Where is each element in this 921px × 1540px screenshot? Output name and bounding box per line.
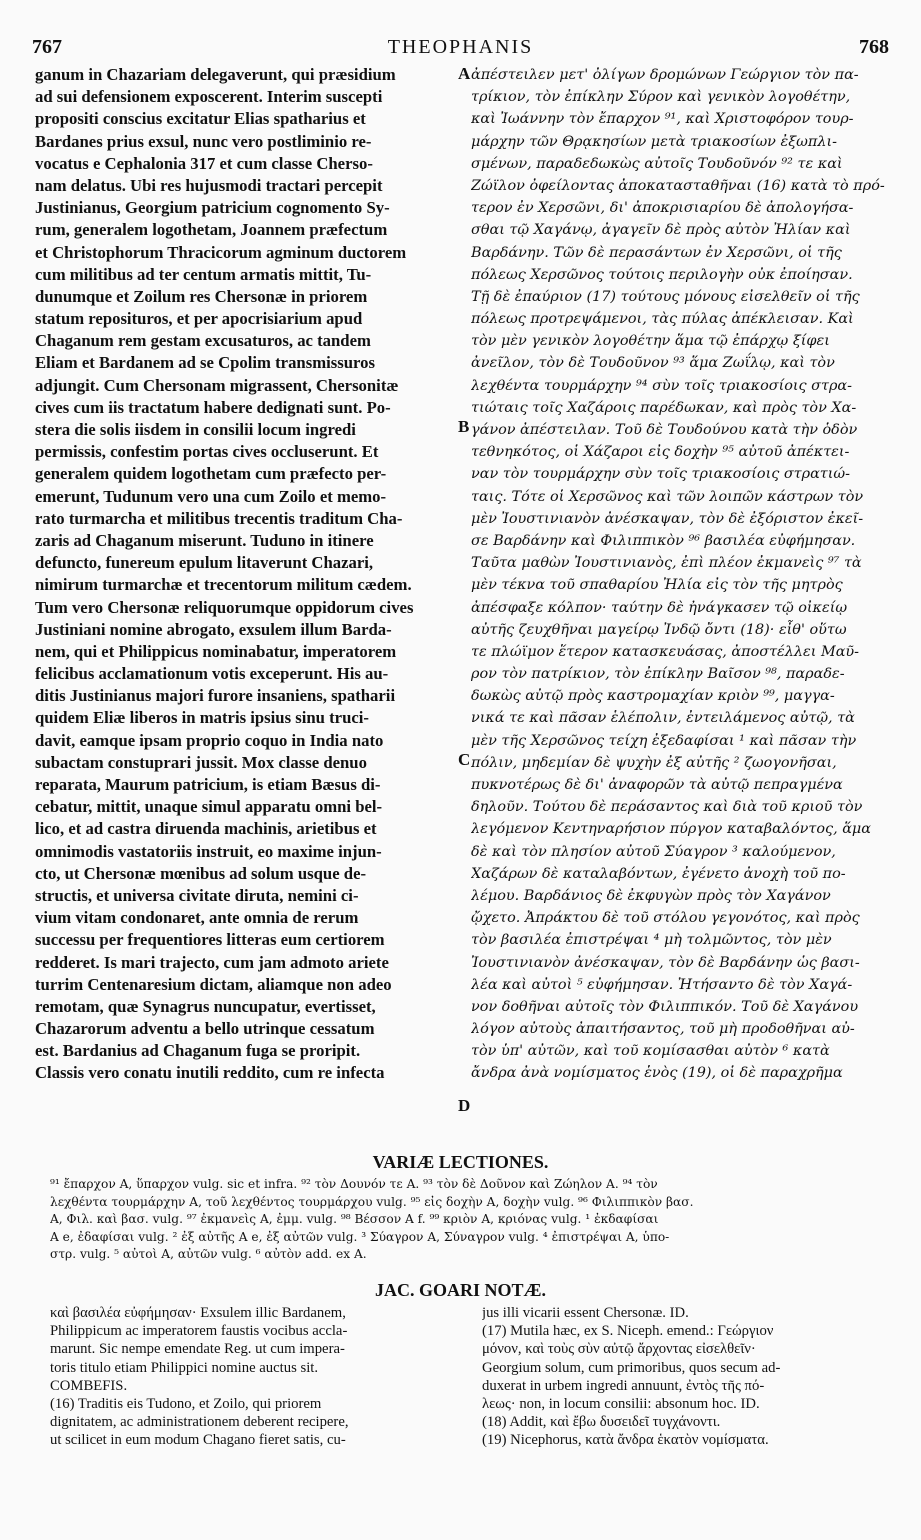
note-line: λεως· non, in locum consilii: absonum hoc. ID. xyxy=(482,1395,760,1412)
latin-text-line: subactam constuprari jussit. Mox classe denuo xyxy=(35,752,367,772)
greek-text-line: δὲ καὶ τὸν πλησίον αὐτοῦ Σύαγρον ³ καλούμενον, xyxy=(471,843,836,860)
note-line: (18) Addit, καὶ ἔβω δυσειδεῖ τυγχάνοντι. xyxy=(482,1414,721,1431)
running-title: THEOPHANIS xyxy=(387,36,534,58)
latin-text-line: cum militibus ad ter centum armatis mittit, Tu- xyxy=(35,264,372,284)
greek-text-line: τὸν ὑπ' αὐτῶν, καὶ τοῦ κομίσασθαι αὐτὸν ⁶ κατὰ xyxy=(471,1043,830,1060)
latin-text-line: structis, et universa civitate diruta, nemini ci- xyxy=(35,885,359,905)
latin-text-line: remotam, quæ Synagrus nuncupatur, evertisset, xyxy=(35,996,376,1016)
greek-text-line: ναν τὸν τουρμάρχην σὺν τοῖς τριακοσίοις στρατιώ- xyxy=(471,466,851,483)
latin-text-line: felicibus acclamationum votis exceperunt. His au- xyxy=(35,664,389,684)
latin-text-line: nam delatus. Ubi res hujusmodi tractari percepit xyxy=(35,175,383,195)
greek-text-line: Ζώϊλον ὀφείλοντας ἀποκατασταθῆναι (16) κατὰ τὸ πρό- xyxy=(471,177,885,194)
note-line: COMBEFIS. xyxy=(50,1377,128,1394)
latin-text-line: est. Bardanius ad Chaganum fuga se proripit. xyxy=(35,1041,361,1061)
note-line: duxerat in urbem ingredi annuunt, ἐντὸς τῆς πό- xyxy=(482,1377,765,1394)
latin-text-line: Bardanes prius exsul, nunc vero postliminio re- xyxy=(35,131,372,151)
page-header xyxy=(32,36,889,60)
latin-text-line: quidem Eliæ liberos in matris ipsius sinu truci- xyxy=(35,708,369,728)
note-line: (17) Mutila hæc, ex S. Niceph. emend.: Γεώργιον xyxy=(482,1323,774,1340)
greek-text-line: λέμου. Βαρδάνιος δὲ ἐκφυγὼν πρὸς τὸν Χαγάνον xyxy=(471,887,831,904)
latin-text-line: lico, et ad castra diruenda machinis, arietibus et xyxy=(35,819,377,839)
latin-text-line: cebatur, mittit, unaque simul apparatu omni bel- xyxy=(35,797,383,817)
greek-text-line: τὸν βασιλέα ἐπιστρέψαι ⁴ μὴ τολμῶντος, τὸν μὲν xyxy=(471,932,832,949)
latin-text-line: adjungit. Cum Chersonam migrassent, Chersonitæ xyxy=(35,375,399,395)
latin-text-line: Tum vero Chersonæ reliquorumque oppidorum cives xyxy=(35,597,414,617)
note-line: Philippicum ac imperatorem faustis vocibus accla- xyxy=(50,1323,348,1340)
note-line: (19) Nicephorus, κατὰ ἄνδρα ἑκατὸν νομίσματα. xyxy=(482,1432,769,1449)
note-line: dignitatem, ac administrationem deberent recipere, xyxy=(50,1414,349,1431)
latin-text-line: vium vitam condonaret, ante omnia de rerum xyxy=(35,908,359,928)
greek-text-line: Χαζάρων δὲ καταλαβόντων, ἐγένετο ἀνοχὴ τοῦ πο- xyxy=(471,865,846,882)
greek-text-line: σε Βαρδάνην καὶ Φιλιππικὸν ⁹⁶ βασιλέα εὐφήμησαν. xyxy=(471,532,856,549)
margin-letter-d: D xyxy=(458,1096,471,1115)
greek-text-line: λόγον αὐτοὺς ἀπαιτήσαντος, τοῦ μὴ προδοθῆναι αὐ- xyxy=(471,1021,855,1038)
greek-text-line: σθαι τῷ Χαγάνῳ, ἀγαγεῖν δὲ πρὸς αὐτὸν Ἠλίαν καὶ xyxy=(471,222,851,239)
greek-text-line: ρον τὸν πατρίκιον, τὸν ἐπίκλην Βαῖσον ⁹⁸, παραδε- xyxy=(471,666,845,683)
latin-text-line: nem, qui et Philippicus nominabatur, imperatorem xyxy=(35,641,397,661)
greek-text-line: πόλεως προτρεψάμενοι, τὰς πύλας ἀπέκλεισαν. Καὶ xyxy=(471,311,854,328)
greek-text-line: ἀπέστειλεν μετ' ὀλίγων δρομώνων Γεώργιον τὸν πα- xyxy=(471,67,859,83)
latin-text-line: statum reposituros, et per apocrisiarium apud xyxy=(35,309,363,329)
note-line: μόνον, καὶ τοὺς σὺν αὐτῷ ἄρχοντας εἰσελθεῖν· xyxy=(482,1341,756,1358)
greek-text-line: τεθνηκότος, οἱ Χάζαροι εἰς δοχὴν ⁹⁵ αὐτοῦ ἀπέκτει- xyxy=(471,444,850,461)
notes-right-column xyxy=(482,1304,902,1450)
latin-text-line: emerunt, Tudunum vero una cum Zoilo et memo- xyxy=(35,486,387,506)
greek-text-line: νον δοθῆναι αὐτοῖς τὸν Φιλιππικόν. Τοῦ δὲ Χαγάνου xyxy=(471,998,859,1015)
greek-text-line: πόλιν, μηδεμίαν δὲ ψυχὴν ἐξ αὐτῆς ² ζωογονῆσαι, xyxy=(471,754,837,771)
note-line: jus illi vicarii essent Chersonæ. ID. xyxy=(482,1305,689,1321)
latin-text-line: propositi conscius excitatur Elias spatharius et xyxy=(35,109,366,129)
note-line: Georgium solum, cum primoribus, quos secum ad- xyxy=(482,1359,781,1376)
latin-text-line: Chazarorum adventu a bello utrinque cessatum xyxy=(35,1019,375,1039)
greek-text-line: τὸν μὲν γενικὸν λογοθέτην ἅμα τῷ ἐπάρχῳ ξίφει xyxy=(471,333,830,350)
variant-reading-line: A, Φιλ. καὶ βασ. vulg. ⁹⁷ ἐκμανεὶς A, ἐμμ. vulg. ⁹⁸ Βέσσον A f. ⁹⁹ κριὸν A, κριόνας vulg. ¹ ἐκδαφίσαι xyxy=(50,1212,659,1226)
note-line: ut scilicet in eum modum Chagano fieret satis, cu- xyxy=(50,1432,346,1449)
latin-text-line: rum, generalem logothetam, Joannem præfectum xyxy=(35,220,388,240)
variae-title: VARIÆ LECTIONES. xyxy=(372,1152,549,1172)
latin-text-line: Eliam et Bardanem ad se Cpolim transmissuros xyxy=(35,353,375,373)
greek-text-line: πυκνοτέρως δὲ δι' ἀναφορῶν τὰ αὐτῷ πεπραγμένα xyxy=(471,777,843,793)
note-line: toris titulo etiam Philippici nomine auctus sit. xyxy=(50,1359,319,1376)
variant-reading-line: λεχθέντα τουρμάρχην A, τοῦ λεχθέντος τουρμάρχου vulg. ⁹⁵ εἰς δοχὴν A, δοχὴν vulg. ⁹⁶ Φιλιππικὸν βασ. xyxy=(50,1194,694,1209)
margin-letter-b: B xyxy=(458,417,470,436)
greek-text-line: λεχθέντα τουρμάρχην ⁹⁴ σὺν τοῖς τριακοσίοις στρα- xyxy=(471,377,853,394)
greek-text-line: μὲν τέκνα τοῦ σπαθαρίου Ἠλία εἰς τὸν τῆς μητρὸς xyxy=(471,577,843,594)
margin-letter-c: C xyxy=(458,750,471,769)
latin-text-line: Justiniani nomine abrogato, exsulem illum Barda- xyxy=(35,619,392,639)
greek-text-line: πόλεως Χερσῶνος τούτοις περιλογὴν οὐκ ἐποίησαν. xyxy=(471,266,853,283)
latin-text-line: permissis, confestim portas cives occluserunt. Et xyxy=(35,442,379,462)
latin-text-line: cives cum iis tractatum habere dedignati sunt. Po- xyxy=(35,397,391,417)
greek-text-line: ᾤχετο. Ἀπράκτου δὲ τοῦ στόλου γεγονότος, καὶ πρὸς xyxy=(471,910,860,927)
greek-text-line: λέα καὶ αὐτοὶ ⁵ εὐφήμησαν. Ἠτήσαντο δὲ τὸν Χαγά- xyxy=(471,976,853,993)
latin-text-line: rato turmarcha et militibus trecentis traditum Cha- xyxy=(35,508,403,528)
latin-text-line: Justinianus, Georgium patricium cognomento Sy- xyxy=(35,198,390,218)
greek-text-line: μάρχην τῶν Θρᾳκησίων μετὰ τριακοσίων ἐξωπλι- xyxy=(471,133,837,150)
latin-text-line: cto, ut Chersonæ mœnibus ad solum usque de- xyxy=(35,863,367,883)
latin-text-line: et Christophorum Thracicorum agminum ductorem xyxy=(35,242,407,262)
latin-text-line: ditis Justinianus majori furore insaniens, spatharii xyxy=(35,686,396,706)
greek-text-line: τερον ἐν Χερσῶνι, δι' ἀποκρισιαρίου δὲ ἀπολογήσα- xyxy=(471,200,854,217)
greek-text-line: γάνον ἀπέστειλαν. Τοῦ δὲ Τουδούνου κατὰ τὴν ὁδὸν xyxy=(471,422,858,438)
greek-text-line: αὐτῆς ζευχθῆναι μαγείρῳ Ἰνδῷ ὄντι (18)· εἶθ' οὕτω xyxy=(471,621,847,638)
page-number-right: 768 xyxy=(859,36,889,58)
latin-text-line: Chaganum rem gestam excusaturos, ac tandem xyxy=(35,331,371,351)
greek-column xyxy=(471,64,891,1085)
greek-text-line: Βαρδάνην. Τῶν δὲ περασάντων ἐν Χερσῶνι, οἱ τῆς xyxy=(471,244,842,261)
greek-text-line: νικά τε καὶ πᾶσαν ἑλέπολιν, ἐντειλάμενος αὐτῷ, τὰ xyxy=(471,710,855,727)
latin-text-line: reparata, Maurum patricium, is etiam Bæsus di- xyxy=(35,775,381,794)
notes-title: JAC. GOARI NOTÆ. xyxy=(374,1280,546,1300)
variant-reading-line: στρ. vulg. ⁵ αὐτοὶ A, αὐτῶν vulg. ⁶ αὐτὸν add. ex A. xyxy=(50,1247,367,1261)
greek-text-line: ἀπέσφαξε κόλπον· ταύτην δὲ ἠνάγκασεν τῷ οἰκείῳ xyxy=(471,599,848,616)
note-line: καὶ βασιλέα εὐφήμησαν· Exsulem illic Bardanem, xyxy=(50,1305,346,1321)
latin-text-line: turrim Centenaresium dictam, aliamque non adeo xyxy=(35,974,392,994)
latin-text-line: davit, eamque ipsam proprio coquo in India nato xyxy=(35,730,384,750)
greek-text-line: ἀνεῖλον, τὸν δὲ Τουδοῦνον ⁹³ ἅμα Ζωΐλῳ, καὶ τὸν xyxy=(471,355,835,372)
latin-text-line: successu per frequentiores litteras eum certiorem xyxy=(35,930,385,950)
latin-text-line: zaris ad Chaganum miserunt. Tuduno in itinere xyxy=(35,530,374,550)
margin-letter-a: A xyxy=(458,64,471,83)
variae-lectiones xyxy=(50,1176,890,1264)
greek-text-line: λεγόμενον Κεντηναρήσιον πύργον καταβαλόντος, ἅμα xyxy=(471,821,872,838)
latin-text-line: ganum in Chazariam delegaverunt, qui præsidium xyxy=(35,65,396,84)
greek-text-line: καὶ Ἰωάννην τὸν ἔπαρχον ⁹¹, καὶ Χριστοφόρον τουρ- xyxy=(471,111,854,128)
greek-text-line: μὲν Ἰουστινιανὸν ἀνέσκαψαν, τὸν δὲ ἐξόριστον ἐκεῖ- xyxy=(471,510,864,527)
greek-text-line: ἄνδρα ἀνὰ νομίσματος ἑνὸς (19), οἱ δὲ παραχρῆμα xyxy=(471,1065,843,1082)
greek-text-line: δηλοῦν. Τούτου δὲ περάσαντος καὶ διὰ τοῦ κριοῦ τὸν xyxy=(471,799,863,816)
latin-text-line: stera die solis iisdem in consilii locum ingredi xyxy=(35,420,356,439)
variant-reading-line: A e, ἐδαφίσαι vulg. ² ἐξ αὐτῆς A e, ἐξ αὐτῶν vulg. ³ Σύαγρον A, Σύναγρον vulg. ⁴ ἐπιστρέψαι A, ὑπο- xyxy=(50,1229,670,1244)
latin-text-line: ad sui defensionem exposcerent. Interim suscepti xyxy=(35,87,383,107)
latin-text-line: nimirum turmarchæ et trecentorum militum cædem. xyxy=(35,575,412,595)
greek-text-line: τιώταις τοῖς Χαζάροις παρέδωκαν, καὶ πρὸς τὸν Χα- xyxy=(471,399,857,416)
greek-text-line: δωκὼς αὐτῷ πρὸς καστρομαχίαν κριὸν ⁹⁹, μαγγα- xyxy=(471,688,835,705)
latin-column xyxy=(35,64,458,1085)
note-line: marunt. Sic nempe emendate Reg. ut cum impera- xyxy=(50,1341,345,1358)
greek-text-line: τρίκιον, τὸν ἐπίκλην Σύρον καὶ γενικὸν λογοθέτην, xyxy=(471,89,851,106)
latin-text-line: vocatus e Cephalonia 317 et cum classe Cherso- xyxy=(35,153,373,173)
greek-text-line: μὲν τῆς Χερσῶνος τείχη ἐξεδαφίσαι ¹ καὶ πᾶσαν τὴν xyxy=(471,732,857,749)
latin-text-line: defuncto, funereum epulum litaverunt Chazari, xyxy=(35,553,374,573)
variant-reading-line: ⁹¹ ἔπαρχον A, ὕπαρχον vulg. sic et infra. ⁹² τὸν Δουνόν τε A. ⁹³ τὸν δὲ Δοῦνον καὶ Ζώηλον A. ⁹⁴ τὸν xyxy=(50,1177,658,1191)
latin-text-line: Classis vero conatu inutili reddito, cum re infecta xyxy=(35,1063,385,1083)
greek-text-line: σμένων, παραδεδωκὼς αὐτοῖς Τουδοῦνόν ⁹² τε καὶ xyxy=(471,155,843,172)
greek-text-line: ταις. Τότε οἱ Χερσῶνος καὶ τῶν λοιπῶν κάστρων τὸν xyxy=(471,488,864,505)
latin-text-line: redderet. Is mari trajecto, cum jam admoto ariete xyxy=(35,952,389,972)
greek-text-line: Ἰουστινιανὸν ἀνέσκαψαν, τὸν δὲ Βαρδάνην ὡς βασι- xyxy=(471,954,860,971)
notes-left-column xyxy=(50,1304,470,1450)
latin-text-line: omnimodis vastatoriis instruit, eo maxime injun- xyxy=(35,841,382,861)
note-line: (16) Traditis eis Tudono, et Zoilo, qui priorem xyxy=(50,1395,322,1412)
greek-text-line: Ταῦτα μαθὼν Ἰουστινιανὸς, ἐπὶ πλέον ἐκμανεὶς ⁹⁷ τὰ xyxy=(471,555,862,572)
page-number-left: 767 xyxy=(32,36,62,58)
latin-text-line: generalem quidem logothetam cum præfecto per- xyxy=(35,464,387,484)
greek-text-line: Τῇ δὲ ἐπαύριον (17) τούτους μόνους εἰσελθεῖν οἱ τῆς xyxy=(471,288,860,305)
greek-text-line: τε πλώϊμον ἕτερον κατασκευάσας, ἀποστέλλει Μαῦ- xyxy=(471,643,860,660)
latin-text-line: dunumque et Zoilum res Chersonæ in priorem xyxy=(35,286,368,306)
